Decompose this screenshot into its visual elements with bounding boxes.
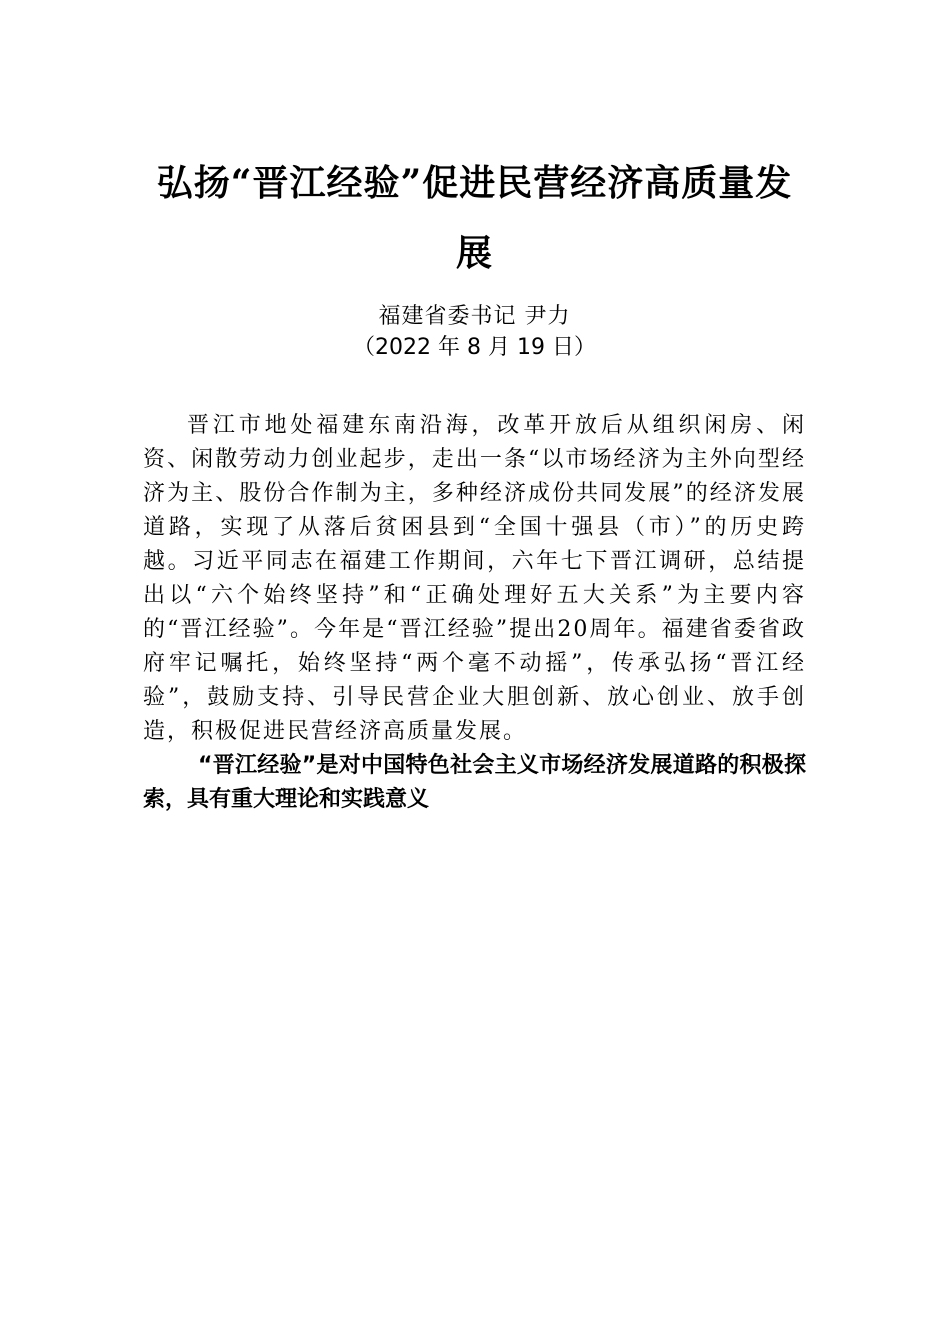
section-subheading: “晋江经验”是对中国特色社会主义市场经济发展道路的积极探索，具有重大理论和实践意义 — [143, 753, 806, 812]
date-line: （2022 年 8 月 19 日） — [353, 335, 596, 360]
document-title: 弘扬“晋江经验”促进民营经济高质量发展 — [156, 162, 793, 274]
document-page — [143, 148, 806, 817]
body-paragraph: 晋江市地处福建东南沿海，改革开放后从组织闲房、闲资、闲散劳动力创业起步，走出一条“以市场经济为主外向型经济为主、股份合作制为主，多种经济成份共同发展”的经济发展道路，实现了从落后贫困县到“全国十强县（市）”的历史跨越。习近平同志在福建工作期间，六年七下晋江调研，总结提出以“六个始终坚持”和“正确处理好五大关系”为主要内容的“晋江经验”。今年是“晋江经验”提出20周年。福建省委省政府牢记嘱托，始终坚持“两个毫不动摇”，传承弘扬“晋江经验”，鼓励支持、引导民营企业大胆创新、放心创业、放手创造，积极促进民营经济高质量发展。 — [143, 413, 806, 744]
author-line: 福建省委书记 尹力 — [378, 304, 571, 329]
